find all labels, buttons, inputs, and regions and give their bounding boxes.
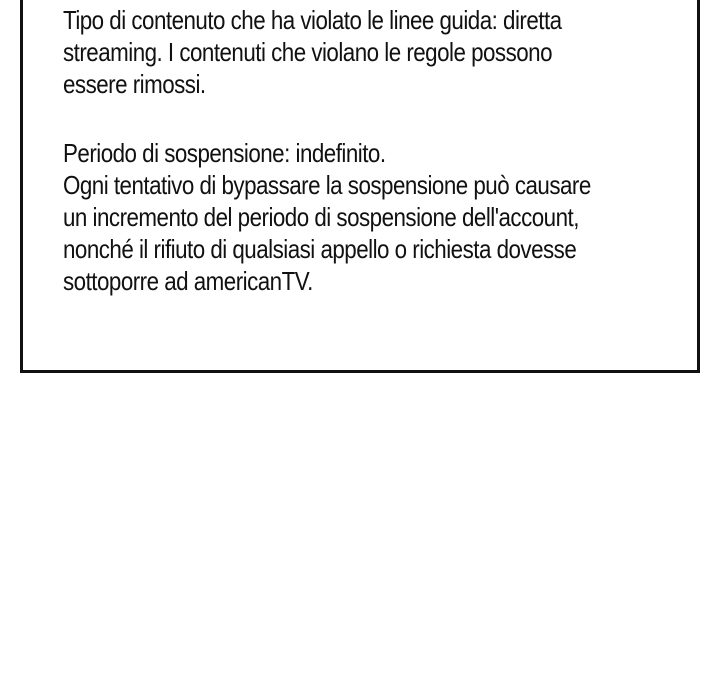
suspension-line-1: Periodo di sospensione: indefinito. bbox=[63, 138, 386, 168]
suspension-period-paragraph bbox=[63, 137, 591, 297]
suspension-line-5: sottoporre ad americanTV. bbox=[63, 266, 313, 296]
violation-line-3: essere rimossi. bbox=[63, 69, 206, 99]
suspension-line-2: Ogni tentativo di bypassare la sospensione può causare bbox=[63, 170, 591, 200]
suspension-line-4: nonché il rifiuto di qualsiasi appello o richiesta dovesse bbox=[63, 234, 577, 264]
violation-line-2: streaming. I contenuti che violano le regole possono bbox=[63, 37, 553, 67]
suspension-line-3: un incremento del periodo di sospensione dell'account, bbox=[63, 202, 579, 232]
suspension-notice-box bbox=[20, 0, 700, 373]
violation-type-paragraph bbox=[63, 4, 579, 100]
violation-line-1: Tipo di contenuto che ha violato le linee guida: diretta bbox=[63, 5, 562, 35]
